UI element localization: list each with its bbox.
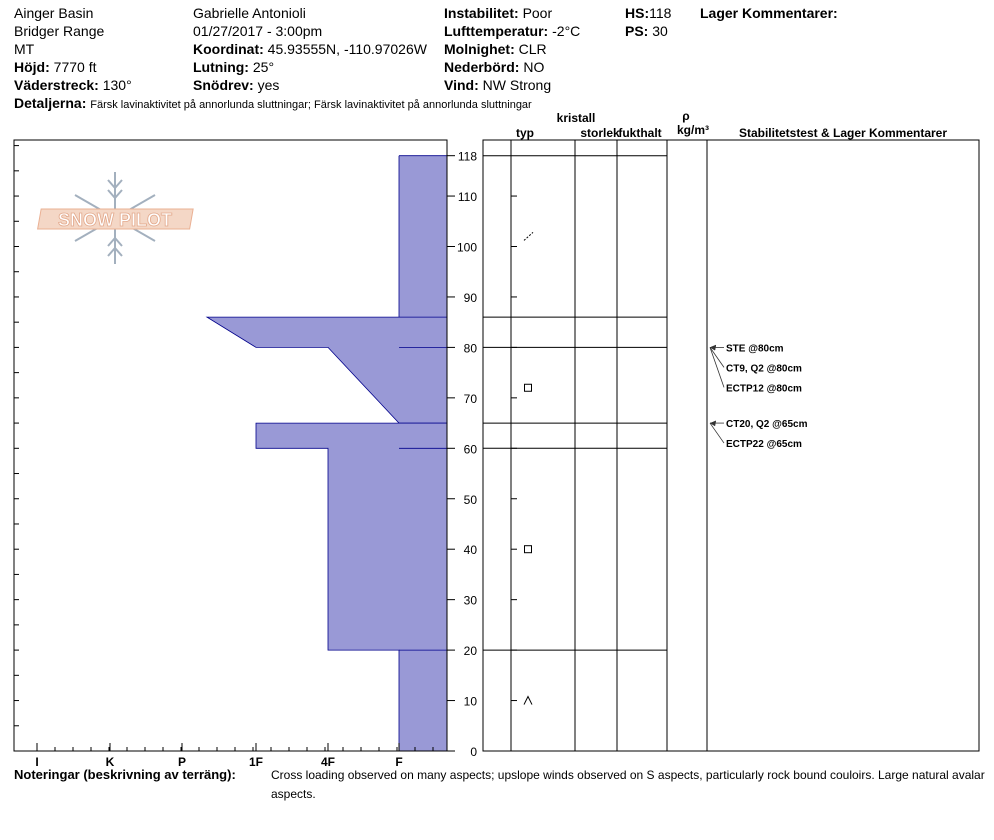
elevation-label: Höjd: [14,59,50,75]
stability-arrow-line [710,347,724,367]
datetime: 01/27/2017 - 3:00pm [193,23,323,39]
header-rho-unit: kg/m³ [676,123,710,137]
observer: Gabrielle Antonioli [193,5,306,21]
wind-label: Vind: [444,77,479,93]
grain-faceted-symbol [525,384,532,391]
location: Ainger Basin [14,5,94,21]
stability-arrow-line [710,347,724,387]
slope-label: Lutning: [193,59,249,75]
hardness-label: 1F [248,755,264,769]
header-fukthalt: fukthalt [618,126,662,140]
depth-label: 50 [463,492,477,507]
coord-label: Koordinat: [193,41,264,57]
ps-value: 30 [652,23,668,39]
hardness-label: F [395,755,403,769]
elevation-value: 7770 ft [53,59,97,75]
instability-value: Poor [522,5,553,21]
wind-value: NW Strong [482,77,552,93]
notes-text-1: Cross loading observed on many aspects; upslope winds observed on S aspects, particularly rock bound couloirs. Large natural avalar [271,768,985,782]
drift-value: yes [257,77,280,93]
stability-test-label: CT9, Q2 @80cm [726,363,802,375]
depth-label: 30 [463,593,477,608]
depth-label: 60 [463,442,477,457]
header-storlek: storlek [580,126,620,140]
airtemp-label: Lufttemperatur: [444,23,549,39]
grain-decomposing-symbol [524,232,533,240]
stability-test-label: ECTP12 @80cm [726,383,802,395]
instability-label: Instabilitet: [444,5,519,21]
hs-value: 118 [649,5,672,21]
hardness-label: P [177,755,187,769]
slope-value: 25° [252,59,275,75]
stability-arrow-line [710,423,724,443]
depth-label: 40 [463,543,477,558]
precip-value: NO [523,59,545,75]
header-kristall: kristall [556,111,596,125]
details-label: Detaljerna: [14,95,87,111]
hs-label: HS: [625,5,650,21]
depth-label: 0 [470,745,477,759]
logo-text: SNOW PILOT [58,210,172,230]
notes-label: Noteringar (beskrivning av terräng): [14,767,236,782]
depth-label: 10 [463,694,477,709]
hardness-label: I [35,755,39,769]
grain-depth-hoar-symbol [524,697,532,705]
stability-test-label: CT20, Q2 @65cm [726,419,808,431]
hardness-label: K [105,755,115,769]
stability-test-label: ECTP22 @65cm [726,439,802,451]
state: MT [14,41,35,57]
sky-value: CLR [518,41,547,57]
aspect-label: Väderstreck: [14,77,99,93]
hardness-profile [207,156,447,751]
depth-label: 110 [457,190,477,205]
depth-label: 20 [463,644,477,659]
precip-label: Nederbörd: [444,59,520,75]
depth-label: 100 [456,240,477,255]
ps-label: PS: [625,23,649,39]
snowpilot-logo [38,172,194,264]
notes-text-2: aspects. [271,787,316,801]
layer-comments-title: Lager Kommentarer: [700,5,838,21]
depth-label: 70 [463,391,477,406]
stability-test-label: STE @80cm [726,343,784,355]
sky-label: Molnighet: [444,41,515,57]
aspect-value: 130° [102,77,132,93]
header-rho: ρ [682,109,690,123]
grain-faceted-symbol [525,546,532,553]
header-typ: typ [516,126,534,140]
details-text: Färsk lavinaktivitet på annorlunda sluttningar; Färsk lavinaktivitet på annorlunda sluttningar [90,99,532,111]
coord-value: 45.93555N, -110.97026W [267,41,427,57]
range: Bridger Range [14,23,105,39]
hardness-label: 4F [320,755,336,769]
drift-label: Snödrev: [193,77,254,93]
depth-label: 90 [463,290,477,305]
airtemp-value: -2°C [552,23,581,39]
notes [14,765,236,785]
stability-arrow-head [710,421,716,427]
depth-label: 80 [463,341,477,356]
header-stability: Stabilitetstest & Lager Kommentarer [738,126,948,140]
depth-label: 118 [457,149,477,164]
